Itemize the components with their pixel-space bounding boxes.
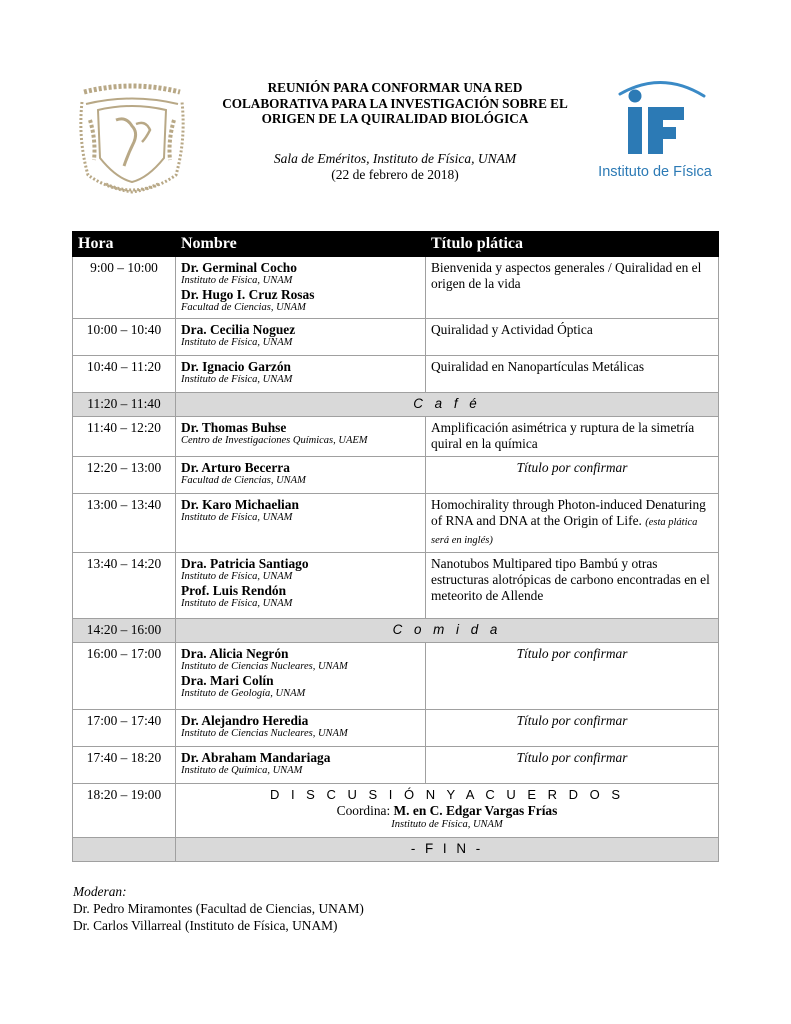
instituto-de-fisica-logo [592, 76, 718, 186]
discussion-coordinator [181, 803, 713, 819]
talk-title-cell [426, 710, 719, 747]
coordinator-affiliation: Instituto de Física, UNAM [391, 819, 503, 831]
speaker-affiliation: Instituto de Geología, UNAM [181, 688, 306, 700]
if-logo-mark [592, 76, 718, 162]
speaker-cell [176, 457, 426, 494]
speaker-affiliation: Instituto de Física, UNAM [181, 512, 293, 523]
speaker-affiliation: Instituto de Ciencias Nucleares, UNAM [181, 728, 348, 740]
speaker-name: Dr. Germinal Cocho [181, 260, 297, 275]
talk-title-cell: Quiralidad en Nanopartículas Metálicas [426, 356, 719, 393]
time-cell: 14:20 – 16:00 [73, 619, 176, 643]
program-table [72, 231, 719, 862]
speaker-affiliation: Instituto de Química, UNAM [181, 765, 303, 777]
break-row [73, 393, 719, 417]
talk-title-cell [426, 643, 719, 710]
speaker-affiliation: Centro de Investigaciones Químicas, UAEM [181, 435, 368, 446]
table-row [73, 643, 719, 710]
document-title: REUNIÓN PARA CONFORMAR UNA RED COLABORATIVA PARA LA INVESTIGACIÓN SOBRE EL ORIGEN DE LA QUIRALIDAD BIOLÓGICA [222, 80, 568, 126]
speaker-affiliation: Instituto de Ciencias Nucleares, UNAM [181, 661, 348, 673]
time-cell: 10:40 – 11:20 [73, 356, 176, 393]
time-cell: 11:20 – 11:40 [73, 393, 176, 417]
table-header-row [73, 232, 719, 257]
speaker-name: Dr. Thomas Buhse [181, 420, 287, 435]
column-header-titulo: Título plática [426, 232, 719, 257]
table-row [73, 553, 719, 619]
speaker-affiliation: Instituto de Física, UNAM [181, 571, 293, 583]
table-row [73, 494, 719, 553]
speaker-name: Dr. Alejandro Heredia [181, 713, 309, 729]
table-row [73, 257, 719, 319]
talk-title-cell [426, 494, 719, 553]
discussion-row [73, 784, 719, 838]
speaker-cell [176, 553, 426, 619]
speaker-cell [176, 494, 426, 553]
speaker-name: Dra. Alicia Negrón [181, 646, 289, 662]
moderators-block [73, 883, 364, 934]
speaker-name: Dra. Patricia Santiago [181, 556, 309, 572]
time-cell: 12:20 – 13:00 [73, 457, 176, 494]
talk-title-cell: Quiralidad y Actividad Óptica [426, 319, 719, 356]
speaker-affiliation: Instituto de Física, UNAM [181, 275, 293, 286]
speaker-affiliation: Instituto de Física, UNAM [181, 598, 293, 610]
time-cell [73, 838, 176, 862]
time-cell: 18:20 – 19:00 [73, 784, 176, 838]
speaker-name: Prof. Luis Rendón [181, 583, 287, 599]
column-header-nombre: Nombre [176, 232, 426, 257]
end-row [73, 838, 719, 862]
moderator-item: Dr. Carlos Villarreal (Instituto de Física, UNAM) [73, 918, 338, 933]
break-label-cafe: C a f é [176, 393, 719, 417]
speaker-cell [176, 417, 426, 457]
time-cell: 17:40 – 18:20 [73, 747, 176, 784]
talk-title-tbc: Título por confirmar [516, 646, 628, 662]
discussion-cell [176, 784, 719, 838]
time-cell: 13:00 – 13:40 [73, 494, 176, 553]
talk-title-tbc: Título por confirmar [516, 750, 628, 766]
talk-title-tbc: Título por confirmar [516, 460, 628, 475]
table-row [73, 747, 719, 784]
talk-title-cell: Nanotubos Multipared tipo Bambú y otras estructuras alotrópicas de carbono encontradas en el meteorito de Allende [426, 553, 719, 619]
speaker-cell [176, 710, 426, 747]
event-date: (22 de febrero de 2018) [331, 166, 459, 182]
talk-title-cell [426, 457, 719, 494]
column-header-hora: Hora [73, 232, 176, 257]
break-row [73, 619, 719, 643]
time-cell: 11:40 – 12:20 [73, 417, 176, 457]
talk-title-tbc: Título por confirmar [516, 713, 628, 729]
moderators-label: Moderan: [73, 884, 127, 899]
table-row [73, 710, 719, 747]
speaker-name: Dr. Ignacio Garzón [181, 359, 291, 374]
venue: Sala de Eméritos, Instituto de Física, UNAM [273, 150, 517, 166]
speaker-name: Dr. Abraham Mandariaga [181, 750, 331, 766]
speaker-affiliation: Facultad de Ciencias, UNAM [181, 302, 306, 313]
speaker-affiliation: Instituto de Física, UNAM [181, 374, 293, 385]
coordinator-name: M. en C. Edgar Vargas Frías [393, 803, 558, 819]
speaker-cell [176, 747, 426, 784]
talk-title: Homochirality through Photon-induced Denaturing of RNA and DNA at the Origin of Life. [431, 497, 706, 528]
time-cell: 13:40 – 14:20 [73, 553, 176, 619]
end-label: - F I N - [176, 838, 719, 862]
table-row [73, 457, 719, 494]
speaker-name: Dr. Karo Michaelian [181, 497, 299, 512]
talk-title-cell: Amplificación asimétrica y ruptura de la simetría quiral en la química [426, 417, 719, 457]
unam-coat-of-arms-logo [76, 80, 188, 195]
table-row [73, 417, 719, 457]
speaker-name: Dra. Mari Colín [181, 673, 274, 689]
speaker-affiliation: Instituto de Física, UNAM [181, 337, 293, 348]
speaker-cell [176, 319, 426, 356]
break-label-comida: C o m i d a [176, 619, 719, 643]
time-cell: 10:00 – 10:40 [73, 319, 176, 356]
speaker-cell [176, 356, 426, 393]
speaker-name: Dr. Arturo Becerra [181, 460, 290, 475]
talk-title-cell [426, 747, 719, 784]
talk-title-cell: Bienvenida y aspectos generales / Quiralidad en el origen de la vida [426, 257, 719, 319]
coordinator-label: Coordina: [336, 803, 394, 819]
speaker-cell [176, 257, 426, 319]
document-header [0, 0, 791, 220]
moderator-item: Dr. Pedro Miramontes (Facultad de Ciencias, UNAM) [73, 901, 364, 916]
time-cell: 9:00 – 10:00 [73, 257, 176, 319]
time-cell: 17:00 – 17:40 [73, 710, 176, 747]
talk-language-note: (esta plática será en inglés) [431, 516, 698, 546]
discussion-title: D I S C U S I Ó N Y A C U E R D O S [269, 787, 625, 803]
speaker-cell [176, 643, 426, 710]
title-block [220, 80, 570, 183]
speaker-name: Dra. Cecilia Noguez [181, 322, 296, 337]
if-logo-caption: Instituto de Física [598, 164, 712, 180]
speaker-affiliation: Facultad de Ciencias, UNAM [181, 475, 306, 486]
time-cell: 16:00 – 17:00 [73, 643, 176, 710]
speaker-name: Dr. Hugo I. Cruz Rosas [181, 287, 315, 302]
table-row [73, 319, 719, 356]
table-row [73, 356, 719, 393]
